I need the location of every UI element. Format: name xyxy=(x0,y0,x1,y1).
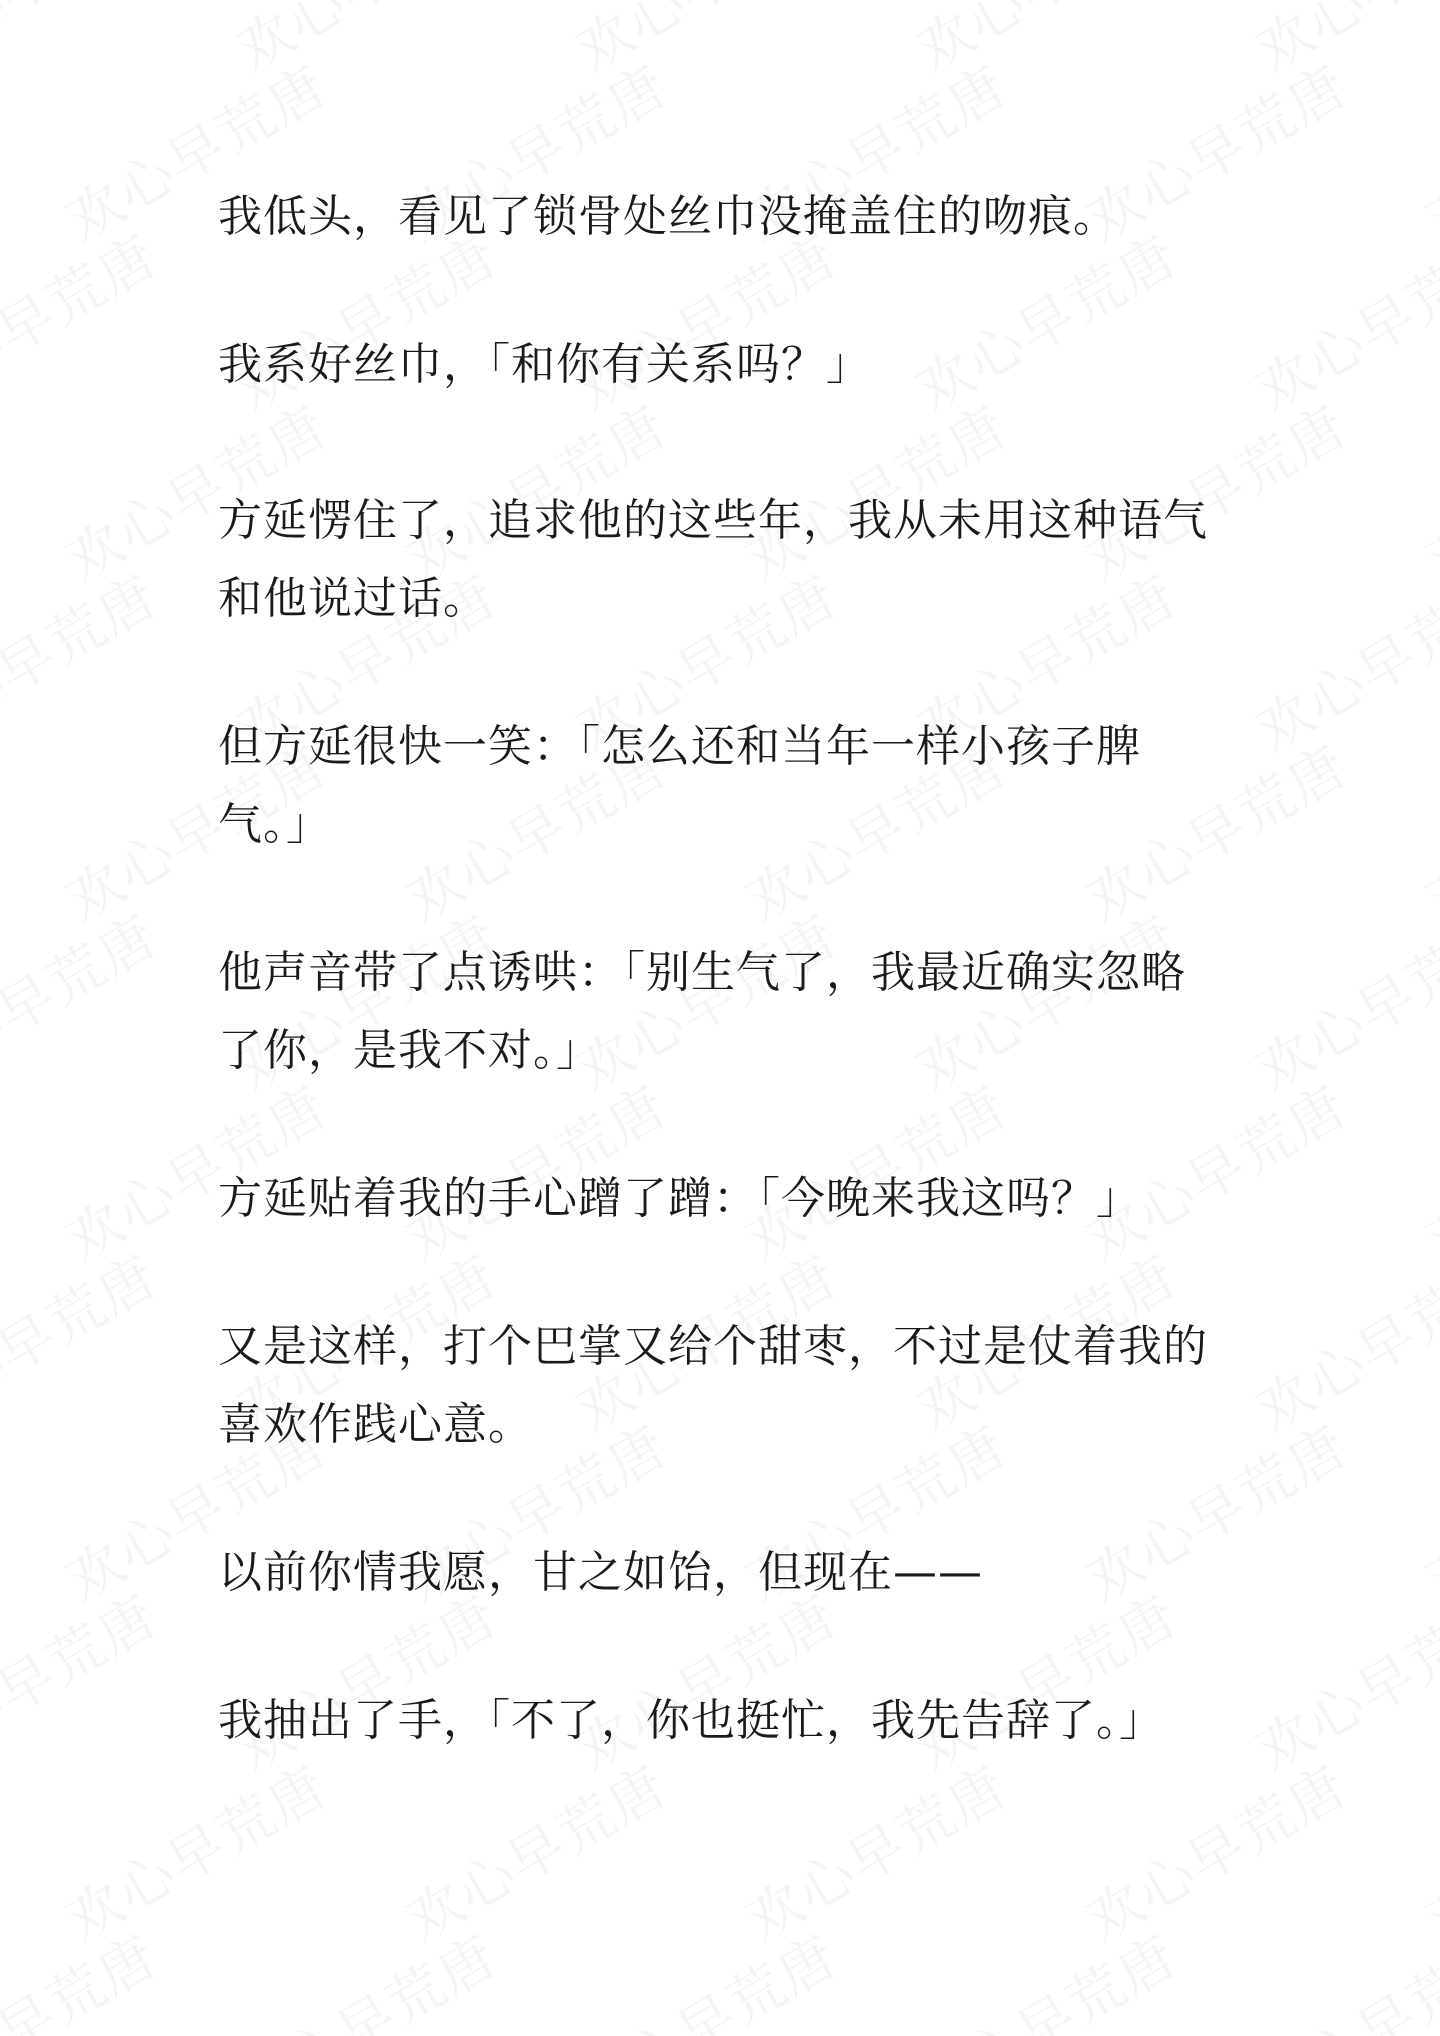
paragraph-4: 但方延很快一笑：「怎么还和当年一样小孩子脾气。」 xyxy=(218,721,1141,850)
watermark-text xyxy=(559,0,850,87)
paragraph-3: 方延愣住了，追求他的这些年，我从未用这种语气和他说过话。 xyxy=(218,495,1208,624)
watermark-text xyxy=(0,553,171,767)
watermark-text xyxy=(219,1913,510,2036)
watermark-text xyxy=(0,0,171,87)
paragraph-6: 方延贴着我的手心蹭了蹭：「今晚来我这吗？」 xyxy=(218,1173,1141,1224)
watermark-text xyxy=(1239,1913,1440,2036)
watermark-text xyxy=(0,893,171,1107)
watermark-text xyxy=(219,0,510,87)
watermark-text xyxy=(559,1913,850,2036)
watermark-text xyxy=(0,1913,171,2036)
watermark-text xyxy=(389,1743,680,1957)
watermark-text xyxy=(1409,43,1440,257)
watermark-text xyxy=(899,1913,1190,2036)
paragraph-5: 他声音带了点诱哄：「别生气了，我最近确实忽略了你，是我不对。」 xyxy=(218,947,1186,1076)
watermark-text xyxy=(0,1233,171,1447)
watermark-text xyxy=(899,0,1190,87)
paragraph-8: 以前你情我愿，甘之如饴，但现在—— xyxy=(218,1547,983,1598)
paragraph-2: 我系好丝巾，「和你有关系吗？」 xyxy=(218,339,871,390)
watermark-text xyxy=(1409,723,1440,937)
watermark-text xyxy=(1239,893,1440,1107)
watermark-text xyxy=(1239,0,1440,87)
watermark-text xyxy=(1069,1743,1360,1957)
watermark-text xyxy=(49,1743,340,1957)
watermark-text xyxy=(1239,1233,1440,1447)
watermark-text xyxy=(1409,1743,1440,1957)
paragraph-7: 又是这样，打个巴掌又给个甜枣，不过是仗着我的喜欢作践心意。 xyxy=(218,1321,1208,1450)
watermark-text xyxy=(1409,1063,1440,1277)
watermark-text xyxy=(1239,1573,1440,1787)
paragraph-9: 我抽出了手，「不了，你也挺忙，我先告辞了。」 xyxy=(218,1695,1164,1746)
watermark-text xyxy=(1239,553,1440,767)
watermark-text xyxy=(729,1743,1020,1957)
watermark-text xyxy=(1409,1403,1440,1617)
watermark-text xyxy=(1409,383,1440,597)
watermark-text xyxy=(0,1573,171,1787)
watermark-text xyxy=(0,213,171,427)
watermark-text xyxy=(1239,213,1440,427)
paragraph-1: 我低头，看见了锁骨处丝巾没掩盖住的吻痕。 xyxy=(218,191,1118,242)
